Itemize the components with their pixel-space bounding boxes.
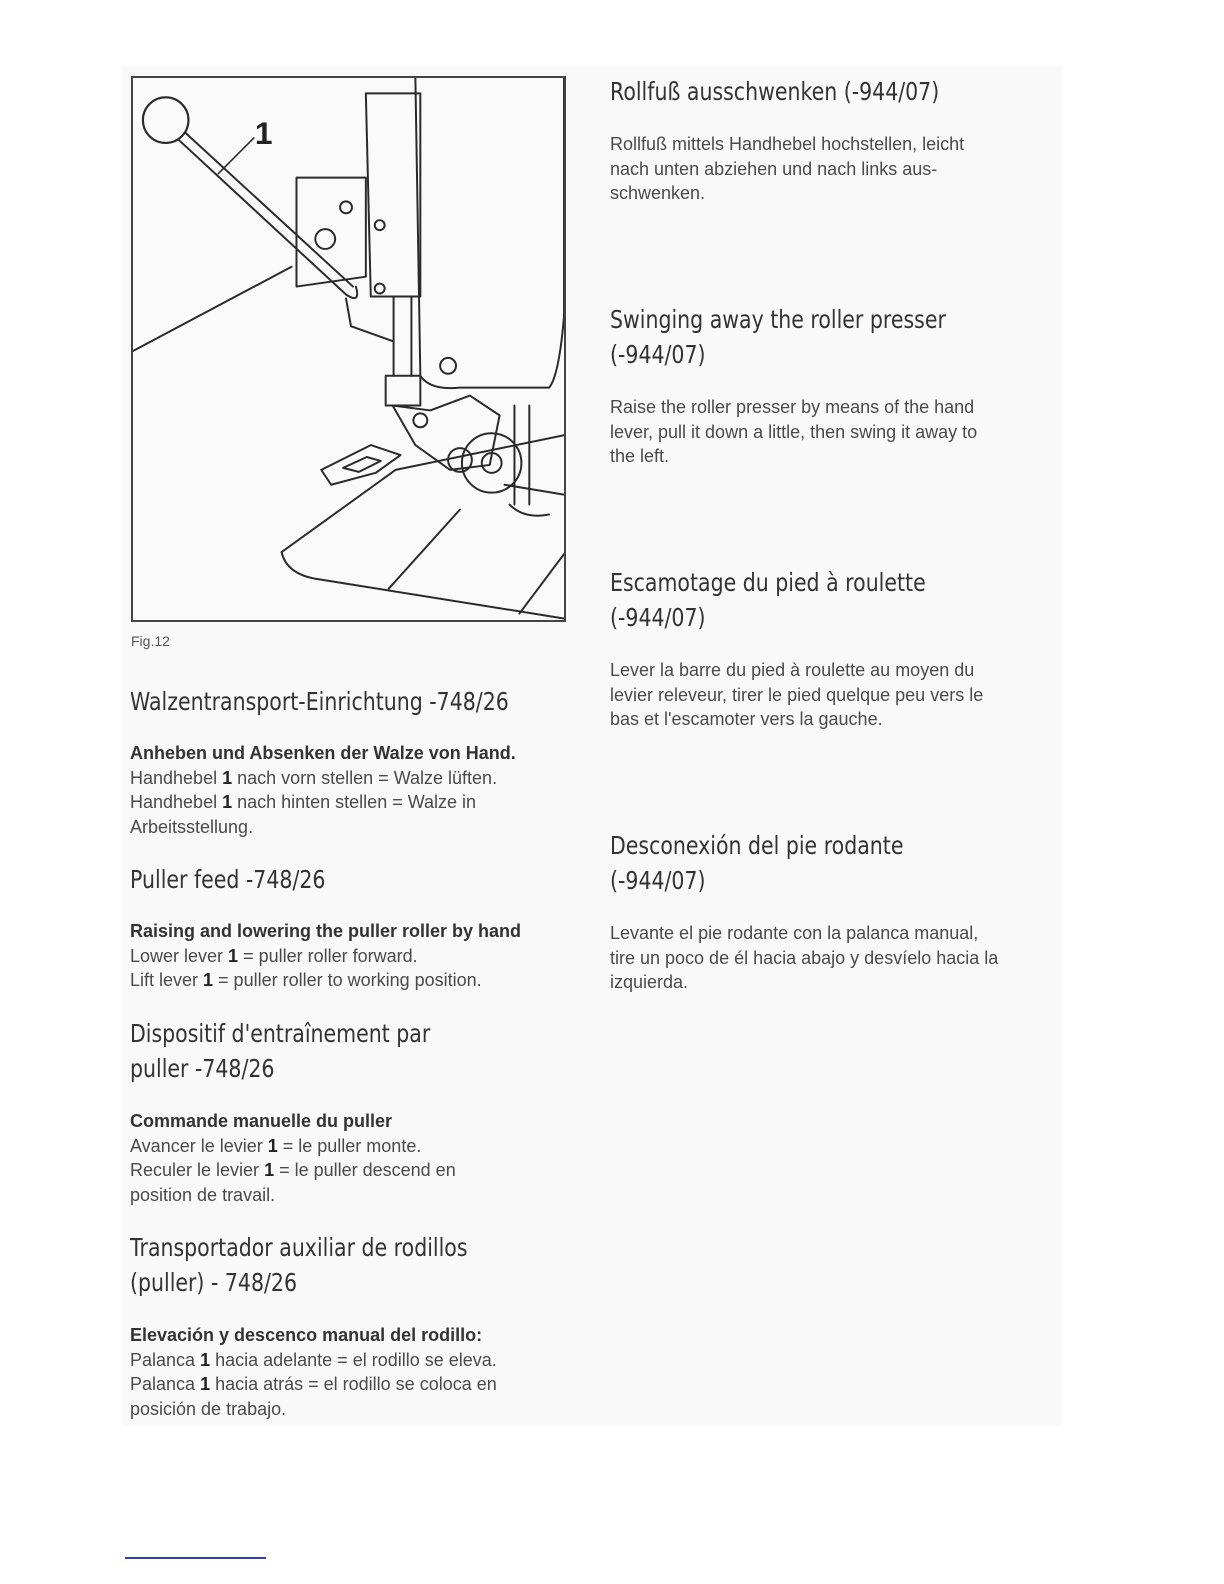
heading-en-swinging-away: Swinging away the roller presser (-944/07): [610, 305, 946, 369]
figure-caption: Fig.12: [131, 633, 170, 649]
paragraph-de-rollfuss: Rollfuß mittels Handhebel hochstellen, leicht nach unten abziehen und nach links aus- schwenken.: [610, 134, 965, 203]
presser-collar: [386, 376, 421, 406]
figure-12-illustration: [131, 76, 566, 622]
heading-fr-dispositif: Dispositif d'entraînement par puller -748/26: [130, 1019, 431, 1083]
text-line: position de travail.: [130, 1184, 276, 1205]
heading-de-walzentransport: Walzentransport-Einrichtung -748/26: [130, 687, 509, 716]
text-line: Avancer le levier 1 = le puller monte.: [130, 1135, 422, 1156]
needle-bar: [514, 405, 529, 504]
bracket-screw-2: [340, 201, 352, 213]
footer-rule: [125, 1557, 266, 1559]
plate-front-edge: [282, 552, 564, 618]
heading-fr-escamotage: Escamotage du pied à roulette (-944/07): [610, 568, 926, 632]
arm-screw-2: [413, 413, 427, 427]
text-line: Handhebel 1 nach vorn stellen = Walze lüften.: [130, 767, 498, 788]
text-line: Reculer le levier 1 = le puller descend en: [130, 1160, 456, 1180]
table-tab-slot: [343, 457, 381, 472]
lever-knob: [143, 97, 189, 143]
plate-seam-1: [389, 510, 460, 589]
subheading-fr: Commande manuelle du puller: [130, 1111, 393, 1131]
bracket-screw: [315, 229, 335, 249]
plate-back-edge: [282, 435, 564, 552]
paragraph-es-rodillo: [130, 1323, 497, 1421]
text-line: Palanca 1 hacia atrás = el rodillo se coloca en: [130, 1374, 497, 1394]
hand-lever-shaft-2: [185, 132, 353, 287]
text-line: Lower lever 1 = puller roller forward.: [130, 945, 418, 966]
heading-de-rollfuss: Rollfuß ausschwenken (-944/07): [610, 77, 940, 106]
roller-presser-drawing: [133, 78, 564, 620]
text-line: Arbeitsstellung.: [130, 816, 254, 837]
paragraph-fr-pied: Lever la barre du pied à roulette au moyen du levier releveur, tirer le pied quelque peu vers le bas et l'escamoter vers la gauche.: [610, 660, 984, 729]
paragraph-fr-puller: [130, 1109, 456, 1207]
subheading-en: Raising and lowering the puller roller by hand: [130, 921, 522, 941]
heading-en-puller-feed: Puller feed -748/26: [130, 865, 326, 894]
callout-leader: [218, 138, 254, 174]
text-line: Palanca 1 hacia adelante = el rodillo se eleva.: [130, 1349, 497, 1370]
table-edge-line: [133, 267, 292, 351]
text-line: Handhebel 1 nach hinten stellen = Walze in: [130, 792, 477, 812]
text-line: posición de trabajo.: [130, 1398, 287, 1419]
plate-seam-2: [519, 554, 564, 613]
paragraph-es-pie-rodante: Levante el pie rodante con la palanca manual, tire un poco de él hacia abajo y desvíelo hacia la izquierda.: [610, 923, 999, 992]
heading-es-desconexion: Desconexión del pie rodante (-944/07): [610, 831, 904, 895]
side-plate: [366, 93, 420, 296]
lever-link: [346, 298, 393, 341]
screw-2: [375, 284, 385, 294]
subheading-es: Elevación y descenco manual del rodillo:: [130, 1325, 483, 1345]
machine-head: [415, 79, 564, 389]
hand-lever-shaft: [177, 138, 346, 295]
text-line: Lift lever 1 = puller roller to working position.: [130, 970, 482, 990]
callout-number: 1: [254, 114, 273, 151]
presser-bar: [394, 296, 412, 375]
hand-lever-pivot: [346, 287, 357, 298]
foot-toe: [510, 505, 550, 516]
collar-screw: [440, 358, 456, 374]
screw-1: [375, 220, 385, 230]
paragraph-de-walze: [130, 741, 516, 839]
subheading-de: Anheben und Absenken der Walze von Hand.: [130, 743, 516, 763]
table-tab: [321, 445, 400, 485]
paragraph-en-roller-presser: Raise the roller presser by means of the hand lever, pull it down a little, then swing it away to the left.: [610, 397, 978, 466]
heading-es-transportador: Transportador auxiliar de rodillos (puller) - 748/26: [130, 1233, 468, 1297]
paragraph-en-puller: [130, 919, 521, 993]
